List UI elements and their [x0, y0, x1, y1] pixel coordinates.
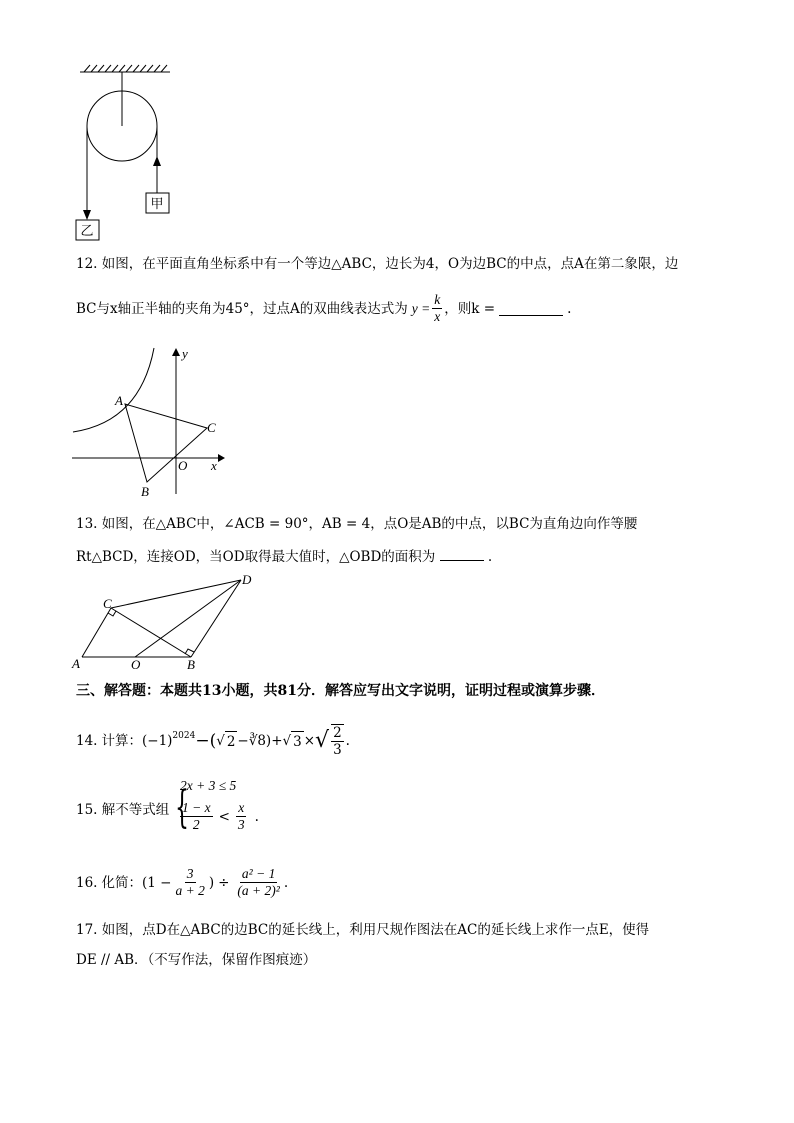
q14-end: . [345, 733, 350, 749]
q14-sqrt-sign-2: √ [282, 733, 292, 749]
q16-open: (1 − [141, 874, 172, 891]
q12-line1 [76, 254, 678, 274]
label-b: B [141, 484, 149, 499]
q13-text-2: Rt△BCD，连接OD，当OD取得最大值时，△OBD的面积为 [76, 549, 436, 565]
q15-frac1-den: 2 [192, 817, 200, 832]
q16-label: 化简： [101, 874, 142, 891]
q14-fraction [331, 724, 344, 758]
q13-number: 13. [76, 516, 98, 532]
q14-term1: (−1) [141, 733, 173, 749]
q13-answer-blank[interactable] [440, 546, 484, 561]
label-a: A [72, 656, 80, 671]
q12-frac-den: x [434, 309, 441, 324]
label-x: x [211, 458, 217, 473]
q12-eq-y: y = [411, 300, 431, 316]
arrow-down-icon [83, 210, 91, 220]
q14-term2: −( [195, 731, 217, 751]
q12-text-3: ，则k = [444, 300, 496, 317]
q14-frac-num: 2 [333, 725, 342, 741]
q12-text-2: BC与x轴正半轴的夹角为45°，过点A的双曲线表达式为 [76, 300, 408, 317]
arrow-up-icon [153, 156, 161, 166]
q16-frac1-num: 3 [186, 866, 194, 881]
q16-frac1-den: a + 2 [175, 883, 205, 898]
q13-text-1: 如图，在△ABC中，∠ACB = 90°，AB = 4，点O是AB的中点，以BC为直角边向作等腰 [101, 516, 638, 532]
label-a: A [115, 393, 123, 408]
q16-div: ÷ [218, 874, 230, 891]
q15-end: . [254, 808, 259, 825]
q12-fraction [432, 292, 442, 325]
q13-line1 [76, 514, 637, 534]
q14-number: 14. [76, 733, 98, 749]
q15-ineq1: 2x + 3 ≤ 5 [180, 778, 237, 793]
x-axis-arrow-icon [218, 454, 225, 462]
label-o: O [178, 458, 188, 473]
q12-text-1: 如图，在平面直角坐标系中有一个等边△ABC，边长为4，O为边BC的中点，点A在第二象限，边 [101, 256, 679, 272]
q15-lt: < [218, 808, 230, 825]
q15-frac2 [236, 800, 247, 833]
segment-ac [82, 608, 111, 657]
q13-end: . [487, 549, 493, 565]
label-c: C [103, 596, 112, 611]
label-yi: 乙 [80, 223, 94, 238]
q14-radicand-3: 3 [291, 731, 304, 752]
q12-line2 [76, 292, 571, 325]
q16-frac1 [173, 866, 206, 899]
q14-frac-den: 3 [333, 742, 342, 758]
q14-sqrt-sign-1: √ [216, 733, 225, 749]
q13-figure [70, 572, 260, 672]
label-b: B [187, 657, 195, 672]
label-c: C [207, 420, 216, 435]
q15-frac2-den: 3 [237, 817, 245, 832]
section-3-heading: 三、解答题：本题共13小题，共81分．解答应写出文字说明，证明过程或演算步骤． [76, 683, 605, 699]
right-angle-b [185, 649, 194, 654]
y-axis-arrow-icon [172, 348, 180, 356]
label-jia: 甲 [150, 196, 164, 211]
q17-text-1: 如图，点D在△ABC的边BC的延长线上，利用尺规作图法在AC的延长线上求作一点E，使得 [101, 922, 650, 938]
pulley-figure [70, 60, 180, 242]
q12-end: . [567, 300, 572, 317]
q15-frac1 [180, 800, 213, 833]
q16-number: 16. [76, 874, 98, 891]
q14-line [76, 724, 350, 758]
q14-label: 计算： [101, 733, 142, 749]
q14-radicand-2: 2 [225, 731, 238, 752]
q12-frac-num: k [434, 292, 441, 307]
segment-bd [191, 580, 241, 657]
label-o: O [131, 657, 141, 672]
q14-term3: −∛8)+ [237, 733, 283, 749]
q15-brace: { [175, 782, 189, 833]
q16-close: ) [208, 874, 215, 891]
label-d: D [242, 572, 252, 587]
q17-line1 [76, 920, 649, 940]
q14-exponent: 2024 [172, 731, 196, 741]
q15-ineq2 [178, 800, 259, 833]
q16-end: . [283, 874, 289, 891]
segment-cb [111, 608, 191, 657]
q15-number: 15. [76, 802, 98, 818]
q16-frac2-den: (a + 2)² [237, 883, 280, 898]
q12-figure [70, 344, 230, 502]
q16-frac2-num: a² − 1 [241, 866, 276, 881]
q17-line2: DE // AB．（不写作法，保留作图痕迹） [76, 952, 317, 968]
q15-label: 解不等式组 [101, 802, 170, 818]
q15-frac1-num: 1 − x [182, 800, 211, 815]
q14-times: × [303, 733, 316, 749]
q17-number: 17. [76, 922, 98, 938]
ceiling-hatch [84, 65, 167, 72]
label-y: y [182, 346, 188, 361]
hyperbola-curve [73, 348, 154, 432]
q16-line [76, 866, 288, 899]
q15-number-label [76, 800, 169, 820]
q15-frac2-num: x [238, 800, 245, 815]
q16-frac2 [235, 866, 281, 899]
q13-line2 [76, 546, 492, 567]
q14-sqrt-sign-3: √ [315, 728, 330, 753]
q12-answer-blank[interactable] [499, 301, 563, 316]
q12-number: 12. [76, 256, 98, 272]
triangle-abc [125, 404, 207, 482]
